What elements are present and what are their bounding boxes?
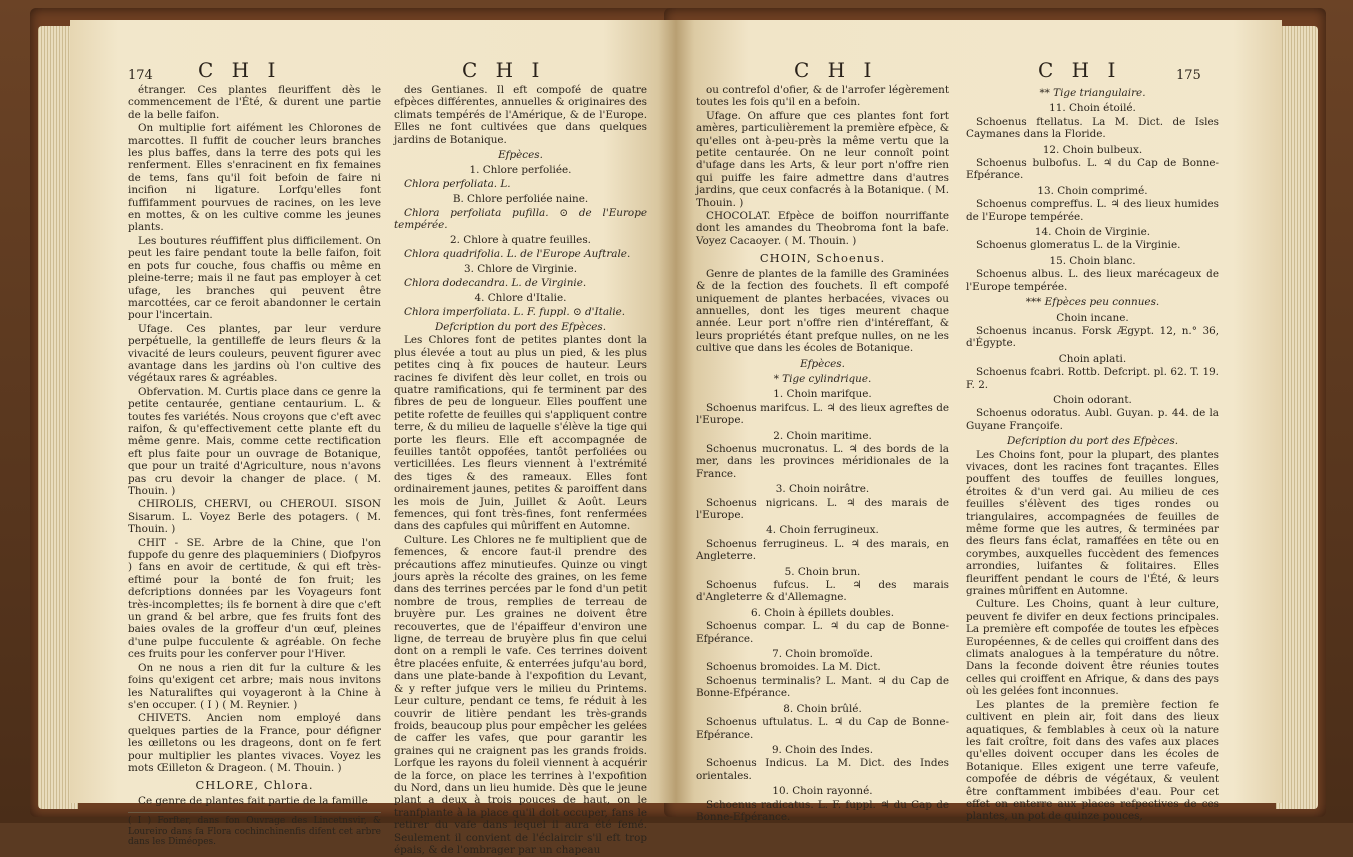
species-name: 15. Choin blanc. xyxy=(1049,254,1136,267)
species-name: 2. Chlore à quatre feuilles. xyxy=(450,234,591,247)
paragraph: des Gentianes. Il eft compofé de quatre efpèces différentes, annuelles & originaires des climats tempérés de l'Amérique, & de l'Europe. Elles ne font cultivées que dans quelques jardins de Botanique. xyxy=(394,84,647,146)
species-latin: Schoenus nigricans. L. ♃ des marais de l'Europe. xyxy=(696,496,949,521)
species-latin: Schoenus mucronatus. L. ♃ des bords de la mer, dans les provinces méridionales de la France. xyxy=(696,442,949,480)
right-page-column-1 xyxy=(696,84,949,824)
species-name: 13. Choin comprimé. xyxy=(1037,184,1148,197)
page-edges-right xyxy=(1276,26,1318,809)
running-header-left-col1: C H I xyxy=(198,58,282,82)
species-latin: Schoenus fufcus. L. ♃ des marais d'Angleterre & d'Allemagne. xyxy=(696,579,949,604)
section-heading: Defcription du port des Efpèces. xyxy=(434,320,607,333)
species-name: 3. Chlore de Virginie. xyxy=(463,263,577,276)
species-latin: Schoenus ftellatus. La M. Dict. de Isles Caymanes dans la Floride. xyxy=(966,115,1219,141)
species-name: 11. Choin étoilé. xyxy=(1049,102,1136,115)
paragraph: Ufage. Ces plantes, par leur verdure perpétuelle, la gentilleffe de leurs fleurs & la vivacité de leurs couleurs, peuvent figurer avec avantage dans les jardins où l'on cultive des végétaux rares & agréables. xyxy=(128,322,381,385)
paragraph: Les Chlores font de petites plantes dont la plus élevée a tout au plus un pied, & les plus petites cinq à fix pouces de hauteur. Leurs racines fe divifent dès leur collet, en trois ou quatre ramifications, qui fe terminent par des fibres de peu de longueur. Elles pouffent une petite rofette de feuilles qui s'appliquent contre terre, & du milieu de laquelle s'élève la tige qui porte les fleurs. Elle eft accompagnée de feuilles tantôt oppofées, tantôt perfoliées ou verticillées. Les fleurs viennent à l'extrémité des tiges & des rameaux. Elles font ordinairement jaunes, petites & paroiffent dans les mois de Juin, Juillet & Août. Leurs femences, qui font très-fines, font renfermées dans des capfules qui mûriffent en Automne. xyxy=(394,334,647,533)
species-name: 10. Choin rayonné. xyxy=(772,785,873,798)
right-page xyxy=(676,20,1282,823)
left-page-column-1 xyxy=(128,84,381,848)
species-latin: Schoenus odoratus. Aubl. Guyan. p. 44. de la Guyane Françoife. xyxy=(966,407,1219,432)
paragraph: Ufage. On affure que ces plantes font fort amères, particulièrement la première efpèce, & qu'elles ont à-peu-près la même vertu que la petite centaurée. On ne leur connoît point d'ufage dans les Arts, & leur port n'offre rien qui puiffe les faire admettre dans d'autres jardins, que ceux confacrés à la Botanique. ( M. Thouin. ) xyxy=(696,109,949,209)
section-heading: Efpèces. xyxy=(800,357,845,370)
species-latin: Chlora perfoliata. L. xyxy=(404,177,511,190)
paragraph: ou contrefol d'ofier, & de l'arrofer légèrement toutes les fois qu'il en a befoin. xyxy=(696,84,949,109)
species-name: 1. Chlore perfoliée. xyxy=(469,164,572,177)
paragraph: On multiplie fort aifément les Chlorones de marcottes. Il fuffit de coucher leurs branches les plus baffes, dans la terre des pots qui les renferment. Elles s'enracinent en fix femaines de tems, fans qu'il foit befoin de faire ni incifion ni ligature. Lorfqu'elles font fuffifamment pourvues de racines, on les leve en mottes, & on les cultive comme les jeunes plants. xyxy=(128,122,381,234)
paragraph: étranger. Ces plantes fleuriffent dès le commencement de l'Été, & durent une partie de la belle faifon. xyxy=(128,84,381,121)
species-name: 8. Choin brûlé. xyxy=(783,702,862,715)
species-latin: Schoenus terminalis? L. Mant. ♃ du Cap de Bonne-Efpérance. xyxy=(696,674,949,700)
right-page-column-2 xyxy=(966,84,1219,824)
page-number-right: 175 xyxy=(1176,68,1201,83)
subsection-heading: *** Efpèces peu connues. xyxy=(1025,296,1160,309)
species-name: 12. Choin bulbeux. xyxy=(1042,143,1143,156)
paragraph: CHIVETS. Ancien nom employé dans quelques parties de la France, pour défigner les œilletons ou les drageons, dont on fe fert pour multiplier les plantes vivaces. Voyez les mots Œilleton & Drageon. ( M. Thouin. ) xyxy=(128,712,381,774)
footnote: ( I ) Forfter, dans fon Ouvrage des Lincetnsvir, & Loureiro dans fa Flora cochinchinenfis difent cet arbre dans les Diméopes. xyxy=(128,812,381,848)
entry-title: CHOIN, Schoenus. xyxy=(759,251,886,266)
species-latin: Schoenus Indicus. La M. Dict. des Indes orientales. xyxy=(696,757,949,782)
species-latin: Schoenus compar. L. ♃ du cap de Bonne-Efpérance. xyxy=(696,620,949,645)
species-name: 3. Choin noirâtre. xyxy=(775,483,870,496)
species-latin: Chlora quadrifolia. L. de l'Europe Auftrale. xyxy=(404,247,631,260)
species-name: 6. Choin à épillets doubles. xyxy=(750,606,895,619)
page-number-left: 174 xyxy=(128,68,153,83)
subsection-heading: ** Tige triangulaire. xyxy=(1039,87,1146,99)
running-header-left-col2: C H I xyxy=(462,58,546,82)
species-name: 7. Choin bromoïde. xyxy=(772,648,873,661)
species-name: Choin aplati. xyxy=(1058,352,1127,365)
paragraph: Culture. Les Chlores ne fe multiplient que de femences, & encore faut-il prendre des précautions affez minutieufes. Quinze ou vingt jours après la récolte des graines, on les feme dans des terrines percées par le fond d'un petit nombre de trous, remplies de terreau de bruyère pur. Les graines ne doivent être recouvertes, que de l'épaiffeur d'environ une ligne, de terreau de bruyère plus fin que celui dont on a rempli le vafe. Ces terrines doivent être placées enfuite, & enterrées jufqu'au bord, dans une plate-bande à l'expofition du Levant, & y refter jufque vers le milieu du Printems. Leur culture, pendant ce tems, fe réduit à les couvrir de litière pendant les très-grands froids, beaucoup plus pour empêcher les gelées de caffer les vafes, que pour garantir les graines qui ne craignent pas les grands froids. Lorfque les rayons du foleil viennent à acquérir de la force, on place les terrines à l'expofition du Nord, dans un lieu humide. Dès que le jeune plant a deux à trois pouces de haut, on le tranfplante à la place qu'il doit occuper, fans le retirer du vafe dans lequel il aura été femé. Seulement il convient de l'éclaircir s'il eft trop épais, & de l'ombrager par un chapeau xyxy=(394,533,647,856)
species-name: Choin incane. xyxy=(1056,311,1129,324)
species-latin: Schoenus radicatus. L. F. fuppl. ♃ du Cap de Bonne-Efpérance. xyxy=(696,798,949,823)
species-latin: Chlora dodecandra. L. de Virginie. xyxy=(404,276,587,289)
species-name: B. Chlore perfoliée naine. xyxy=(452,193,589,206)
paragraph: CHIT - SE. Arbre de la Chine, que l'on fuppofe du genre des plaqueminiers ( Diofpyros ) fans en avoir de certitude, & qui eft très- eftimé pour la bonté de fon fruit; les defcriptions données par les Voyageurs font très-incomplettes; ils fe bornent à dire que c'eft un grand & bel arbre, que fes fruits font des baies ovales de la groffeur d'un œuf, pleines d'une pulpe fucculente & agréable. On feche ces fruits pour les conferver pour l'Hiver. xyxy=(128,536,381,661)
species-latin: Schoenus incanus. Forsk Ægypt. 12, n.° 36, d'Égypte. xyxy=(966,324,1219,350)
species-latin: Chlora perfoliata pufilla. ⊙ de l'Europe tempérée. xyxy=(394,206,647,232)
species-latin: Schoenus bromoides. La M. Dict. xyxy=(706,661,881,674)
subsection-heading: * Tige cylindrique. xyxy=(773,372,872,385)
paragraph: On ne nous a rien dit fur la culture & les foins qu'exigent cet arbre; mais nous invitons les Naturaliftes qui voyageront à la Chine à s'en occuper. ( I ) ( M. Reynier. ) xyxy=(128,661,381,711)
paragraph: Ce genre de plantes fait partie de la famille xyxy=(138,794,368,807)
paragraph: Les boutures réuffiffent plus difficilement. On peut les faire pendant toute la belle faifon, foit en pots fur couche, fous chaffis ou même en pleine-terre; mais il ne faut pas employer à cet ufage, les branches qui peuvent être marcottées, car ce feroit abandonner le certain pour l'incertain. xyxy=(128,234,381,322)
paragraph: CHIROLIS, CHERVI, ou CHEROUI. SISON Sisarum. L. Voyez Berle des potagers. ( M. Thouin. ) xyxy=(128,498,381,536)
paragraph: Les Choins font, pour la plupart, des plantes vivaces, dont les racines font traçantes. Elles pouffent des touffes de feuilles longues, étroites & d'un verd gai. Au milieu de ces feuilles s'élèvent des tiges rondes ou triangulaires, accompagnées de feuilles de même forme que les autres, & terminées par des fleurs fans éclat, ramaffées en tête ou en corymbes, auxquelles fuccèdent des femences arrondies, luifantes & folitaires. Elles fleuriffent pendant le cours de l'Été, & leurs graines mûriffent en Automne. xyxy=(966,448,1219,598)
species-name: 5. Choin brun. xyxy=(784,565,861,578)
species-name: 4. Choin ferrugineux. xyxy=(766,524,879,537)
running-header-right-col2: C H I xyxy=(1038,58,1122,82)
left-page-column-2 xyxy=(394,84,647,857)
species-latin: Schoenus bulbofus. L. ♃ du Cap de Bonne-Efpérance. xyxy=(966,157,1219,182)
species-name: 4. Chlore d'Italie. xyxy=(474,292,567,305)
left-page xyxy=(70,20,676,856)
section-heading: Efpèces. xyxy=(498,149,543,162)
running-header-right-col1: C H I xyxy=(794,58,878,82)
paragraph: CHOCOLAT. Efpèce de boiffon nourriffante dont les amandes du Theobroma font la bafe. Voyez Cacaoyer. ( M. Thouin. ) xyxy=(696,210,949,247)
species-name: 2. Choin maritime. xyxy=(773,429,872,442)
species-name: 9. Choin des Indes. xyxy=(771,743,874,756)
species-latin: Schoenus uftulatus. L. ♃ du Cap de Bonne-Efpérance. xyxy=(696,716,949,741)
species-latin: Schoenus glomeratus L. de la Virginie. xyxy=(976,239,1181,252)
entry-title: CHLORE, Chlora. xyxy=(195,778,314,793)
species-latin: Chlora imperfoliata. L. F. fuppl. ⊙ d'Italie. xyxy=(404,305,626,318)
paragraph: Genre de plantes de la famille des Graminées & de la fection des fouchets. Il eft compofé uniquement de plantes herbacées, vivaces ou annuelles, dont les tiges meurent chaque année. Leur port n'offre rien d'intéreffant, & leurs propriétés étant prefque nulles, on ne les cultive que dans les écoles de Botanique. xyxy=(696,267,949,355)
species-latin: Schoenus fcabri. Rottb. Defcript. pl. 62. T. 19. F. 2. xyxy=(966,366,1219,391)
species-latin: Schoenus albus. L. des lieux marécageux de l'Europe tempérée. xyxy=(966,268,1219,293)
paragraph: Obfervation. M. Curtis place dans ce genre la petite centaurée, gentiane centaurium. L. & toutes fes variétés. Nous croyons que c'eft avec raifon, & qu'effectivement cette plante eft du même genre. Mais, comme cette rectification eft plus faite pour un ouvrage de Botanique, que pour un traité d'Agriculture, nous n'avons pas cru devoir la changer de place. ( M. Thouin. ) xyxy=(128,385,381,497)
species-name: 1. Choin marifque. xyxy=(773,388,872,401)
species-latin: Schoenus marifcus. L. ♃ des lieux agreftes de l'Europe. xyxy=(696,401,949,427)
paragraph: Les plantes de la première fection fe cultivent en plein air, foit dans des lieux aquatiques, & femblables à ceux où la nature les fait croître, foit dans des vafes aux places qu'elles doivent occuper dans les écoles de Botanique. Elles exigent une terre vafeufe, compofée de débris de végétaux, & veulent être conftamment imbibées d'eau. Pour cet effet on enterre aux places refpectives de ces plantes, un pot de quinze pouces, xyxy=(966,698,1219,823)
species-latin: Schoenus ferrugineus. L. ♃ des marais, en Angleterre. xyxy=(696,537,949,563)
species-latin: Schoenus compreffus. L. ♃ des lieux humides de l'Europe tempérée. xyxy=(966,198,1219,223)
species-name: Choin odorant. xyxy=(1053,393,1132,406)
section-heading: Defcription du port des Efpèces. xyxy=(1006,435,1179,448)
paragraph: Culture. Les Choins, quant à leur culture, peuvent fe divifer en deux fections principales. La première eft compofée de toutes les efpèces Européennes, & de celles qui croiffent dans des climats analogues à la température du nôtre. Dans la feconde doivent être réunies toutes celles qui croiffent en Afrique, & dans des pays où les gelées font inconnues. xyxy=(966,598,1219,698)
species-name: 14. Choin de Virginie. xyxy=(1034,226,1151,239)
